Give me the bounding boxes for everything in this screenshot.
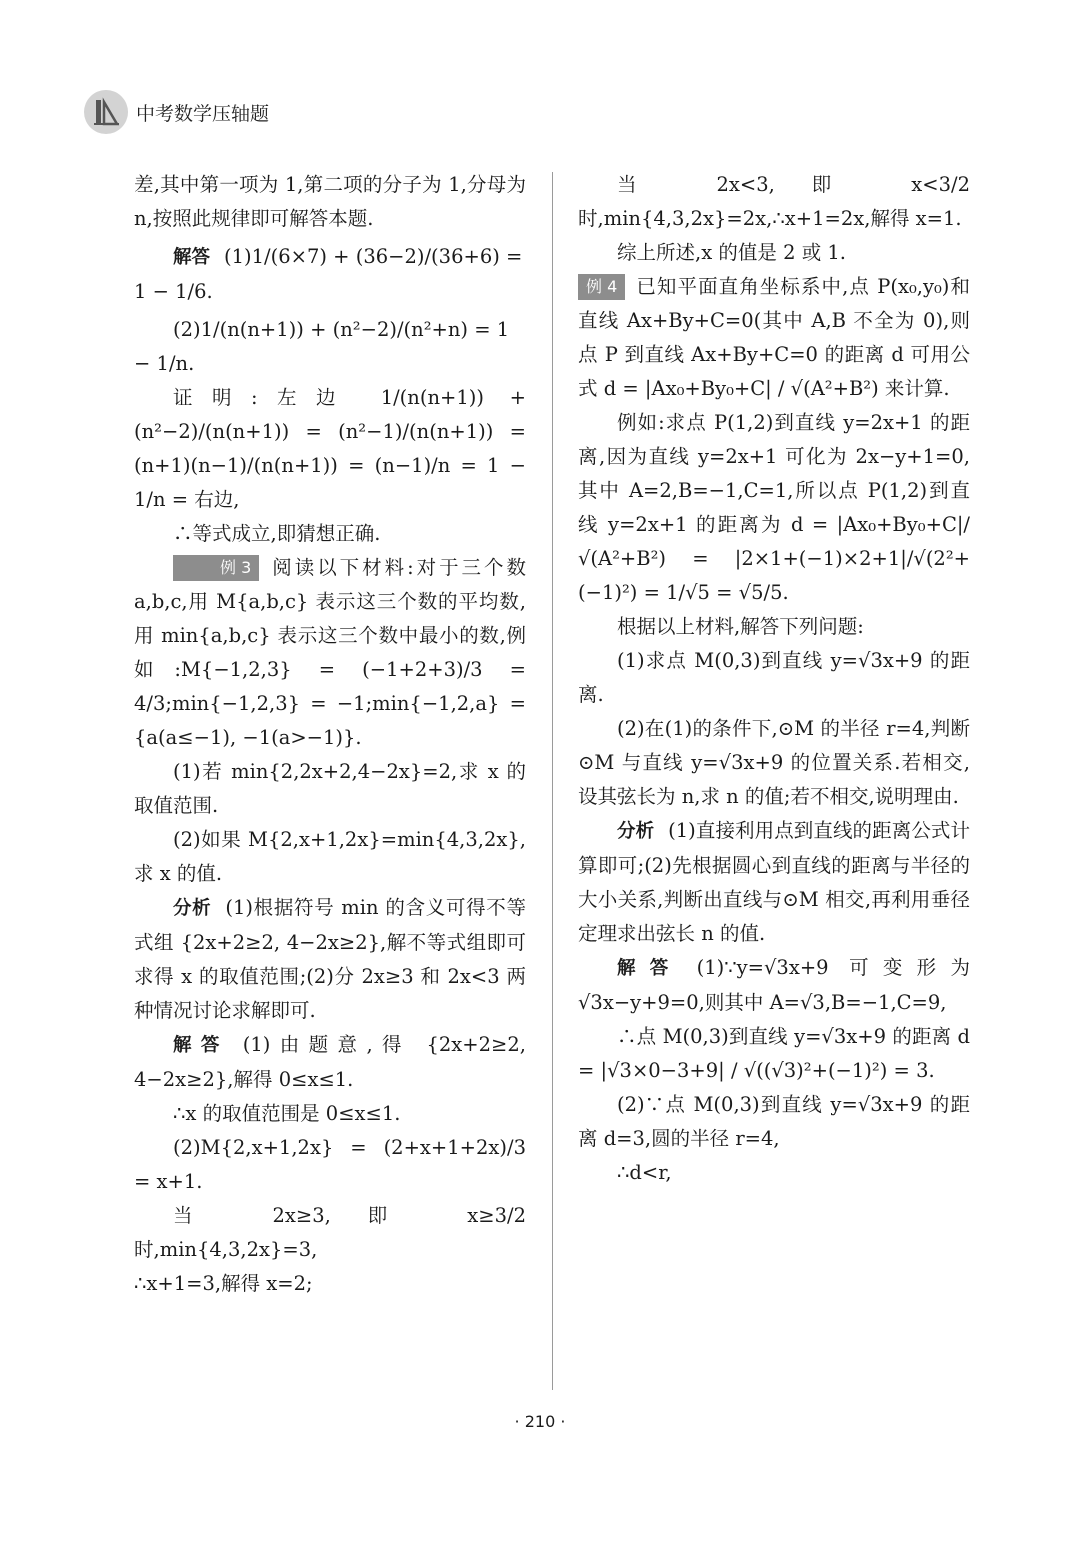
answer-label: 解答 (173, 247, 211, 268)
instruction: 根据以上材料,解答下列问题: (617, 615, 864, 638)
book-title: 中考数学压轴题 (136, 102, 270, 125)
answer-3-1: 解答 (1)由题意,得 {2x+2≥2, 4−2x≥2},解得 0≤x≤1. (134, 1033, 526, 1091)
example-4-intro: 例 4 已知平面直角坐标系中,点 P(x₀,y₀)和直线 Ax+By+C=0(其中 A,B 不全为 0),则点 P 到直线 Ax+By+C=0 的距离 d 可用公式 d = |Ax₀+By₀+C| / √(A²+B²) 来计算. (578, 275, 970, 400)
proof: 证明:左边 1/(n(n+1)) + (n²−2)/(n(n+1)) = (n²−1)/(n(n+1)) = (n+1)(n−1)/(n(n+1)) = (n−1)/n = 1 − 1/n = 右边, (134, 386, 526, 511)
analysis-4: 分析 (1)直接利用点到直线的距离公式计算即可;(2)先根据圆心到直线的距离与半径的大小关系,判断出直线与⊙M 相交,再利用垂径定理求出弦长 n 的值. (578, 819, 970, 945)
example-4-sample: 例如:求点 P(1,2)到直线 y=2x+1 的距离,因为直线 y=2x+1 可化为 2x−y+1=0,其中 A=2,B=−1,C=1,所以点 P(1,2)到直线 y=2x+1 的距离为 d = |Ax₀+By₀+C|/√(A²+B²) = |2×1+(−1)×2+1|/√(2²+(−1)²) = 1/√5 = √5/5. (578, 411, 970, 604)
running-header (84, 88, 269, 136)
answer-label: 解答 (617, 958, 683, 979)
analysis-label: 分析 (173, 898, 212, 919)
right-column (578, 168, 970, 1190)
example-4-question-1: (1)求点 M(0,3)到直线 y=√3x+9 的距离. (578, 649, 970, 706)
answer-4-2-compare: ∴d<r, (617, 1161, 672, 1184)
answer-label: 解答 (173, 1035, 229, 1056)
example-3-badge: 例 3 (173, 555, 259, 581)
case-2: 当 2x<3,即 x<3/2 时,min{4,3,2x}=2x,∴x+1=2x,解得 x=1. (578, 173, 970, 230)
column-divider (552, 172, 553, 1390)
analysis-3: 分析 (1)根据符号 min 的含义可得不等式组 {2x+2≥2, 4−2x≥2},解不等式组即可求得 x 的取值范围;(2)分 2x≥3 和 2x<3 两种情况讨论求解即可. (134, 896, 526, 1022)
case-1-result: ∴x+1=3,解得 x=2; (134, 1272, 313, 1295)
summary: 综上所述,x 的值是 2 或 1. (617, 241, 847, 264)
example-3-question-1: (1)若 min{2,2x+2,4−2x}=2,求 x 的取值范围. (134, 760, 527, 817)
answer-4-1: 解答 (1)∵y=√3x+9 可变形为√3x−y+9=0,则其中 A=√3,B=−1,C=9, (578, 956, 970, 1014)
answer-1: 解答 (1)1/(6×7) + (36−2)/(36+6) = 1 − 1/6. (134, 245, 523, 303)
page-number: · 210 · (514, 1412, 566, 1431)
paragraph-hint-end: 差,其中第一项为 1,第二项的分子为 1,分母为 n,按照此规律即可解答本题. (134, 173, 526, 230)
example-3-question-2: (2)如果 M{2,x+1,2x}=min{4,3,2x},求 x 的值. (134, 828, 526, 885)
example-4-question-2: (2)在(1)的条件下,⊙M 的半径 r=4,判断⊙M 与直线 y=√3x+9 的位置关系.若相交,设其弦长为 n,求 n 的值;若不相交,说明理由. (578, 717, 970, 808)
answer-4-2: (2)∵点 M(0,3)到直线 y=√3x+9 的距离 d=3,圆的半径 r=4, (578, 1093, 970, 1150)
case-1: 当 2x≥3,即 x≥3/2 时,min{4,3,2x}=3, (134, 1204, 526, 1261)
left-column (134, 168, 526, 1301)
triangle-ruler-icon (84, 90, 128, 134)
analysis-label: 分析 (617, 821, 655, 842)
answer-2: (2)1/(n(n+1)) + (n²−2)/(n²+n) = 1 − 1/n. (134, 318, 510, 375)
answer-3-1-conclusion: ∴x 的取值范围是 0≤x≤1. (173, 1102, 401, 1125)
example-4-badge: 例 4 (578, 274, 625, 300)
example-3-intro: 例 3 阅读以下材料:对于三个数 a,b,c,用 M{a,b,c} 表示这三个数的平均数,用 min{a,b,c} 表示这三个数中最小的数,例如:M{−1,2,3} = (−1+2+3)/3 = 4/3;min{−1,2,3} = −1;min{−1,2,a} = {a(a≤−1), −1(a>−1)}. (134, 556, 526, 749)
answer-3-2: (2)M{2,x+1,2x} = (2+x+1+2x)/3 = x+1. (134, 1136, 526, 1193)
proof-conclusion: ∴等式成立,即猜想正确. (173, 522, 381, 545)
answer-4-1-distance: ∴点 M(0,3)到直线 y=√3x+9 的距离 d = |√3×0−3+9| / √((√3)²+(−1)²) = 3. (578, 1025, 970, 1082)
